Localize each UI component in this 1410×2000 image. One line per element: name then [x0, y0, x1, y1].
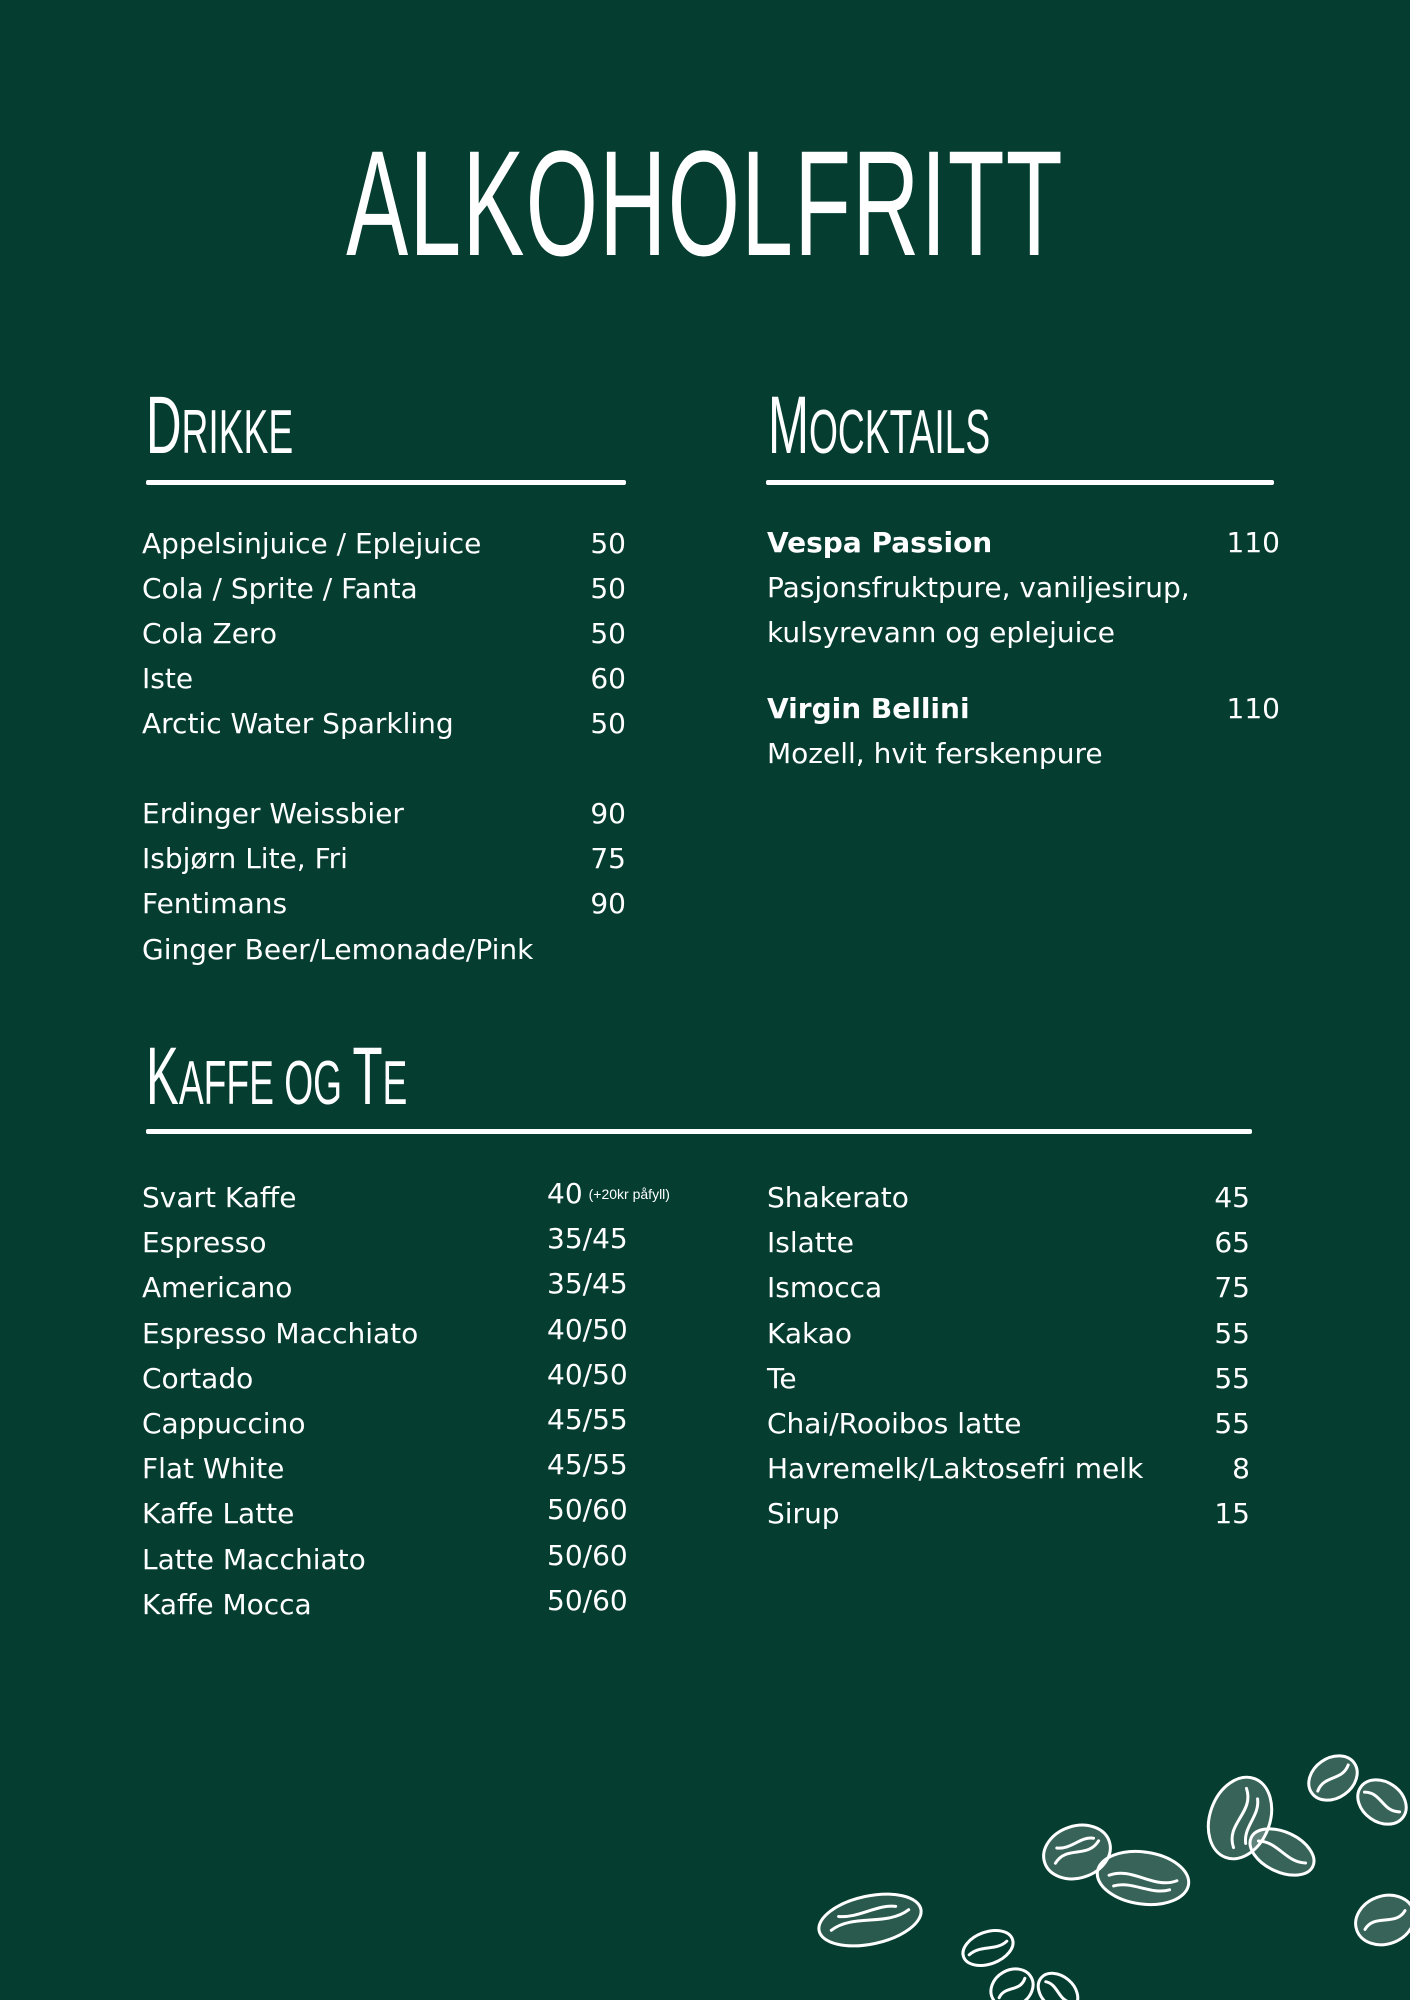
kaffe-item-price: 50/60	[547, 1493, 628, 1527]
drikke-item-name: Fentimans	[142, 887, 288, 920]
kaffe-item-name: Americano	[142, 1271, 293, 1305]
kaffe-item-name: Cortado	[142, 1361, 254, 1395]
kaffe-item-name: Espresso Macchiato	[142, 1316, 419, 1350]
kaffe-item-price: 35/45	[547, 1222, 628, 1256]
kaffe-item-price	[547, 1174, 670, 1214]
kaffe-item-name: Sirup	[767, 1497, 840, 1531]
kaffe-heading	[146, 1031, 408, 1125]
drikke-item-price: 50	[590, 707, 626, 740]
mocktails-heading	[768, 380, 991, 474]
drikke-item-name: Cola / Sprite / Fanta	[142, 572, 418, 605]
kaffe-item-name: Ismocca	[767, 1271, 883, 1305]
drikke-heading-initial: D	[146, 380, 182, 471]
mocktail-description: Mozell, hvit ferskenpure	[767, 737, 1103, 770]
page-title: ALKOHOLFRITT	[346, 119, 1064, 287]
drikke-item-price: 50	[590, 527, 626, 560]
mocktail-name: Vespa Passion	[767, 526, 993, 559]
mocktails-heading-rest: OCKTAILS	[808, 398, 991, 467]
kaffe-item-price: 15	[1214, 1497, 1250, 1531]
refill-note: (+20kr påfyll)	[588, 1186, 670, 1202]
drikke-item-price: 50	[590, 572, 626, 605]
kaffe-item-price: 35/45	[547, 1267, 628, 1301]
kaffe-item-price: 40/50	[547, 1312, 628, 1346]
mocktail-description: Pasjonsfruktpure, vaniljesirup,	[767, 571, 1190, 604]
drikke-divider	[146, 480, 626, 485]
drikke-item-price: 50	[590, 617, 626, 650]
drikke-item-name: Cola Zero	[142, 617, 277, 650]
drikke-heading	[146, 380, 294, 474]
kaffe-item-price: 45	[1214, 1181, 1250, 1214]
mocktails-heading-initial: M	[768, 380, 809, 471]
kaffe-item-price: 75	[1214, 1271, 1250, 1305]
kaffe-item-price: 65	[1214, 1226, 1250, 1260]
kaffe-item-name: Flat White	[142, 1452, 285, 1486]
kaffe-heading-rest: E	[382, 1049, 408, 1118]
kaffe-item-name: Te	[767, 1361, 797, 1395]
kaffe-heading-initial: K	[146, 1031, 179, 1122]
kaffe-item-price: 55	[1214, 1316, 1250, 1350]
drikke-item-price: 90	[590, 797, 626, 830]
drikke-item-name: Iste	[142, 662, 194, 695]
drikke-item-name: Ginger Beer/Lemonade/Pink	[142, 933, 534, 966]
kaffe-item-name: Espresso	[142, 1226, 267, 1260]
kaffe-item-name: Kaffe Latte	[142, 1497, 295, 1531]
drikke-item-name: Erdinger Weissbier	[142, 797, 404, 830]
kaffe-item-name: Islatte	[767, 1226, 854, 1260]
kaffe-item-price: 55	[1214, 1361, 1250, 1395]
drikke-item-name: Appelsinjuice / Eplejuice	[142, 527, 482, 560]
kaffe-item-price-value: 40	[547, 1177, 583, 1210]
kaffe-item-price: 40/50	[547, 1357, 628, 1391]
kaffe-item-price: 45/55	[547, 1403, 628, 1436]
mocktail-price: 110	[1226, 526, 1280, 559]
mocktail-price: 110	[1226, 692, 1280, 725]
kaffe-item-name: Chai/Rooibos latte	[767, 1407, 1022, 1440]
mocktail-name: Virgin Bellini	[767, 692, 970, 725]
kaffe-item-price: 8	[1232, 1452, 1250, 1486]
kaffe-divider	[146, 1129, 1252, 1134]
kaffe-item-name: Shakerato	[767, 1181, 909, 1214]
kaffe-item-name: Cappuccino	[142, 1407, 306, 1440]
drikke-heading-rest: RIKKE	[181, 398, 294, 467]
drikke-item-price: 75	[590, 842, 626, 875]
kaffe-item-price: 50/60	[547, 1583, 628, 1617]
drikke-item-price: 90	[590, 887, 626, 920]
kaffe-item-price: 50/60	[547, 1538, 628, 1572]
drikke-item-name: Arctic Water Sparkling	[142, 707, 454, 740]
kaffe-item-price: 45/55	[547, 1448, 628, 1482]
mocktails-divider	[766, 480, 1274, 485]
kaffe-item-name: Latte Macchiato	[142, 1542, 366, 1576]
drikke-item-price: 60	[590, 662, 626, 695]
mocktail-description: kulsyrevann og eplejuice	[767, 616, 1116, 649]
coffee-beans-illustration	[780, 1730, 1410, 2000]
kaffe-item-name: Kaffe Mocca	[142, 1587, 312, 1621]
kaffe-item-name: Havremelk/Laktosefri melk	[767, 1452, 1144, 1486]
kaffe-item-name: Kakao	[767, 1316, 853, 1350]
kaffe-item-price: 55	[1214, 1407, 1250, 1440]
drikke-item-name: Isbjørn Lite, Fri	[142, 842, 348, 875]
kaffe-heading-mid: AFFE OG	[178, 1049, 353, 1118]
kaffe-heading-t: T	[352, 1031, 383, 1122]
kaffe-item-name: Svart Kaffe	[142, 1181, 297, 1214]
